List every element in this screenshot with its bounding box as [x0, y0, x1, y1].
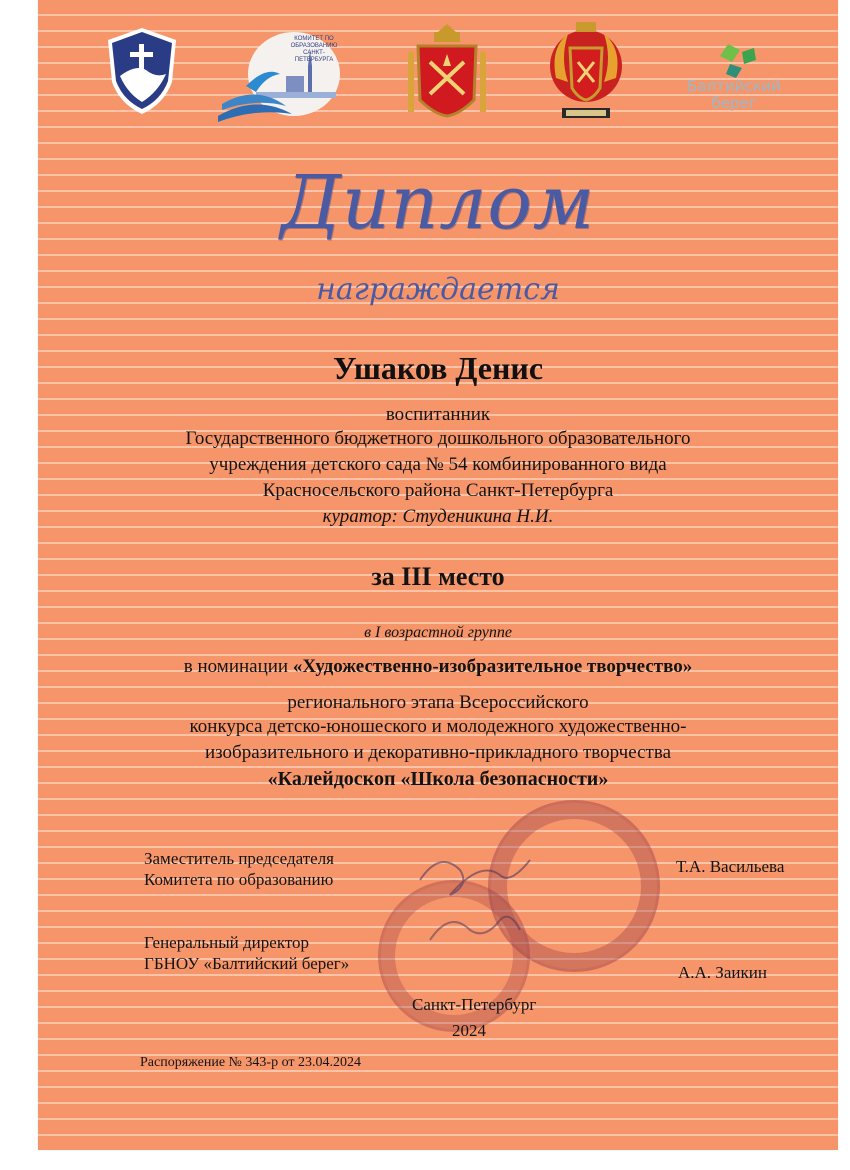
age-group: в I возрастной группе — [364, 624, 512, 641]
signatory-1-title-line2: Комитета по образованию — [144, 870, 334, 889]
committee-logo-text: КОМИТЕТ ПО ОБРАЗОВАНИЮ САНКТ-ПЕТЕРБУРГА — [290, 36, 338, 63]
signatory-1-title — [144, 848, 334, 890]
organization-line-3: Красносельского района Санкт-Петербурга — [262, 480, 614, 501]
year: 2024 — [452, 1021, 486, 1040]
city-coat-of-arms-logo — [404, 22, 490, 120]
signatory-2-name: А.А. Заикин — [678, 963, 767, 982]
nomination-line — [38, 656, 838, 678]
signatory-2-title-line2: ГБНОУ «Балтийский берег» — [144, 954, 350, 973]
shield-cross-logo — [106, 26, 178, 116]
signatory-2-title-line1: Генеральный директор — [144, 933, 310, 952]
baltic-logo-text: Балтийский берег — [686, 77, 782, 112]
city: Санкт-Петербург — [412, 995, 537, 1014]
contest-name: «Калейдоскоп «Школа безопасности» — [267, 768, 609, 790]
contest-line-1: регионального этапа Всероссийского — [287, 692, 589, 713]
leaf-icon — [706, 40, 766, 80]
nomination-name: «Художественно-изобразительное творчество» — [292, 656, 693, 677]
education-committee-logo — [216, 26, 346, 126]
recipient-name: Ушаков Денис — [332, 350, 544, 386]
order-reference: Распоряжение № 343-р от 23.04.2024 — [140, 1055, 361, 1070]
diploma-sheet — [38, 0, 838, 1150]
emergency-emblem-logo — [546, 18, 626, 128]
organization-line-1: Государственного бюджетного дошкольного образовательного — [185, 428, 691, 449]
contest-line-3: изобразительного и декоративно-прикладного творчества — [204, 742, 672, 763]
signatory-2-title — [144, 932, 349, 974]
organization-line-2: учреждения детского сада № 54 комбинированного вида — [209, 454, 667, 475]
curator: куратор: Студеникина Н.И. — [322, 506, 554, 527]
baltic-coast-logo — [674, 40, 794, 120]
signatory-1-title-line1: Заместитель председателя — [144, 849, 334, 868]
recipient-role: воспитанник — [385, 404, 491, 425]
diploma-title: Диплом — [280, 160, 596, 246]
nomination-prefix: в номинации — [183, 656, 293, 677]
awarded-subtitle: награждается — [316, 272, 560, 307]
award-place: за III место — [371, 562, 505, 591]
contest-line-2: конкурса детско-юношеского и молодежного художественно- — [189, 716, 687, 737]
handwritten-signatures — [410, 840, 560, 960]
signatory-1-name: Т.А. Васильева — [676, 857, 785, 876]
